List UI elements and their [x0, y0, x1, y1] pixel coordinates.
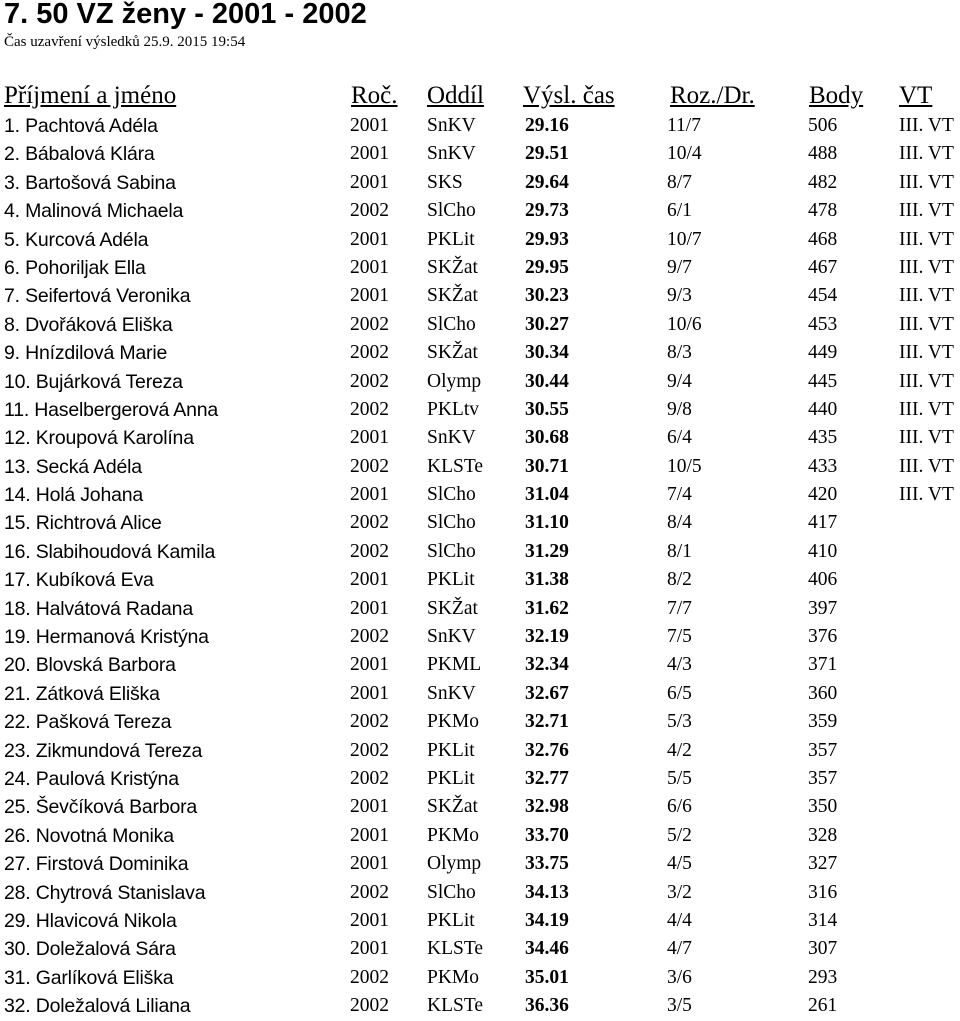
heat-lane: 8/7: [667, 171, 692, 193]
club-name: SlCho: [427, 512, 476, 534]
points: 433: [808, 455, 838, 477]
performance-class: III. VT: [899, 427, 954, 449]
club-name: PKLit: [427, 228, 475, 250]
club-name: SKŽat: [427, 342, 478, 364]
club-name: PKLit: [427, 767, 475, 789]
table-row: [0, 680, 960, 708]
result-time: 31.29: [525, 540, 569, 562]
club-name: SKŽat: [427, 256, 478, 278]
heat-lane: 5/3: [667, 711, 692, 733]
points: 328: [808, 824, 838, 846]
points: 261: [808, 995, 838, 1017]
table-row: [0, 595, 960, 623]
points: 410: [808, 540, 838, 562]
birth-year: 2002: [350, 455, 389, 477]
heat-lane: 4/2: [667, 739, 692, 761]
table-row: [0, 396, 960, 424]
result-time: 30.71: [525, 455, 569, 477]
birth-year: 2001: [350, 285, 389, 307]
club-name: PKMo: [427, 966, 480, 988]
athlete-name: 25. Ševčíková Barbora: [4, 796, 198, 819]
heat-lane: 7/4: [667, 484, 692, 506]
heat-lane: 9/7: [667, 256, 692, 278]
athlete-name: 22. Pašková Tereza: [4, 711, 172, 734]
column-header-vt: VT: [899, 82, 933, 109]
result-time: 29.16: [525, 115, 569, 136]
heat-lane: 5/5: [667, 767, 692, 789]
result-time: 34.46: [525, 938, 569, 960]
result-time: 31.62: [525, 597, 569, 619]
birth-year: 2001: [350, 796, 389, 818]
points: 435: [808, 427, 838, 449]
club-name: Olymp: [427, 853, 482, 875]
result-time: 31.04: [525, 484, 569, 506]
athlete-name: 21. Zátková Eliška: [4, 682, 160, 705]
points: 327: [808, 853, 838, 875]
heat-lane: 5/2: [667, 824, 692, 846]
heat-lane: 4/4: [667, 909, 692, 931]
column-header-points: Body: [809, 82, 864, 109]
club-name: SKŽat: [427, 796, 478, 818]
birth-year: 2001: [350, 682, 389, 704]
table-row: [0, 509, 960, 537]
result-time: 32.77: [525, 767, 569, 789]
points: 468: [808, 228, 838, 250]
points: 417: [808, 512, 838, 534]
result-time: 30.44: [525, 370, 569, 392]
table-row: [0, 822, 960, 850]
athlete-name: 28. Chytrová Stanislava: [4, 881, 206, 904]
athlete-name: 30. Doležalová Sára: [4, 938, 176, 961]
heat-lane: 9/8: [667, 398, 692, 420]
points: 488: [808, 143, 838, 165]
points: 454: [808, 285, 838, 307]
points: 406: [808, 569, 838, 591]
club-name: SlCho: [427, 540, 476, 562]
athlete-name: 32. Doležalová Liliana: [4, 995, 191, 1018]
heat-lane: 7/7: [667, 597, 692, 619]
birth-year: 2002: [350, 512, 389, 534]
athlete-name: 8. Dvořáková Eliška: [4, 313, 173, 336]
heat-lane: 8/1: [667, 540, 692, 562]
club-name: SnKV: [427, 427, 476, 449]
table-header: [0, 80, 960, 112]
column-header-name: Příjmení a jméno: [4, 82, 177, 109]
table-row: [0, 935, 960, 963]
club-name: PKML: [427, 654, 482, 676]
result-time: 32.76: [525, 739, 569, 761]
result-time: 29.51: [525, 143, 569, 165]
table-row: [0, 737, 960, 765]
athlete-name: 19. Hermanová Kristýna: [4, 626, 209, 649]
table-row: [0, 226, 960, 254]
table-row: [0, 424, 960, 452]
table-row: [0, 197, 960, 225]
table-row: [0, 793, 960, 821]
result-time: 32.19: [525, 626, 569, 648]
athlete-name: 16. Slabihoudová Kamila: [4, 540, 216, 563]
birth-year: 2002: [350, 370, 389, 392]
heat-lane: 8/3: [667, 342, 692, 364]
club-name: KLSTe: [427, 995, 484, 1017]
table-row: [0, 112, 960, 140]
heat-lane: 4/3: [667, 654, 692, 676]
birth-year: 2002: [350, 881, 389, 903]
points: 314: [808, 909, 838, 931]
table-row: [0, 964, 960, 992]
table-row: [0, 992, 960, 1020]
points: 440: [808, 398, 838, 420]
performance-class: III. VT: [899, 313, 954, 335]
result-time: 32.34: [525, 654, 569, 676]
birth-year: 2002: [350, 342, 389, 364]
club-name: SlCho: [427, 484, 476, 506]
athlete-name: 1. Pachtová Adéla: [4, 115, 158, 137]
athlete-name: 6. Pohoriljak Ella: [4, 256, 146, 279]
athlete-name: 20. Blovská Barbora: [4, 654, 176, 677]
table-row: [0, 651, 960, 679]
athlete-name: 9. Hnízdilová Marie: [4, 342, 168, 365]
heat-lane: 10/7: [667, 228, 702, 250]
club-name: SnKV: [427, 143, 476, 165]
points: 316: [808, 881, 838, 903]
birth-year: 2001: [350, 569, 389, 591]
points: 360: [808, 682, 838, 704]
birth-year: 2002: [350, 711, 389, 733]
performance-class: III. VT: [899, 200, 954, 222]
points: 420: [808, 484, 838, 506]
performance-class: III. VT: [899, 115, 954, 136]
page-title: 7. 50 VZ ženy - 2001 - 2002: [4, 0, 367, 30]
club-name: PKLtv: [427, 398, 480, 420]
performance-class: III. VT: [899, 342, 954, 364]
result-time: 30.27: [525, 313, 569, 335]
points: 453: [808, 313, 838, 335]
heat-lane: 10/6: [667, 313, 702, 335]
club-name: SlCho: [427, 881, 476, 903]
birth-year: 2001: [350, 115, 389, 136]
birth-year: 2001: [350, 143, 389, 165]
points: 376: [808, 626, 838, 648]
points: 357: [808, 739, 838, 761]
result-time: 29.73: [525, 200, 569, 222]
points: 397: [808, 597, 838, 619]
heat-lane: 6/5: [667, 682, 692, 704]
club-name: KLSTe: [427, 938, 484, 960]
column-header-year: Roč.: [351, 82, 398, 109]
result-time: 32.67: [525, 682, 569, 704]
table-row: [0, 254, 960, 282]
result-time: 34.13: [525, 881, 569, 903]
athlete-name: 18. Halvátová Radana: [4, 597, 193, 620]
birth-year: 2001: [350, 938, 389, 960]
heat-lane: 10/4: [667, 143, 702, 165]
performance-class: III. VT: [899, 455, 954, 477]
birth-year: 2002: [350, 995, 389, 1017]
heat-lane: 4/5: [667, 853, 692, 875]
performance-class: III. VT: [899, 228, 954, 250]
athlete-name: 2. Bábalová Klára: [4, 143, 155, 166]
club-name: SnKV: [427, 626, 476, 648]
athlete-name: 3. Bartošová Sabina: [4, 171, 176, 194]
performance-class: III. VT: [899, 256, 954, 278]
table-row: [0, 623, 960, 651]
birth-year: 2001: [350, 909, 389, 931]
birth-year: 2002: [350, 739, 389, 761]
result-time: 30.68: [525, 427, 569, 449]
points: 359: [808, 711, 838, 733]
club-name: PKLit: [427, 909, 475, 931]
heat-lane: 3/2: [667, 881, 692, 903]
club-name: SnKV: [427, 682, 476, 704]
table-row: [0, 368, 960, 396]
club-name: PKMo: [427, 711, 480, 733]
club-name: KLSTe: [427, 455, 484, 477]
heat-lane: 9/4: [667, 370, 692, 392]
column-header-club: Oddíl: [427, 82, 484, 109]
athlete-name: 13. Secká Adéla: [4, 455, 142, 478]
points: 357: [808, 767, 838, 789]
athlete-name: 17. Kubíková Eva: [4, 569, 154, 592]
table-row: [0, 879, 960, 907]
athlete-name: 23. Zikmundová Tereza: [4, 739, 203, 762]
points: 293: [808, 966, 838, 988]
heat-lane: 10/5: [667, 455, 702, 477]
birth-year: 2002: [350, 200, 389, 222]
result-time: 34.19: [525, 909, 569, 931]
athlete-name: 27. Firstová Dominika: [4, 853, 189, 876]
athlete-name: 5. Kurcová Adéla: [4, 228, 149, 251]
result-time: 30.23: [525, 285, 569, 307]
result-time: 31.38: [525, 569, 569, 591]
birth-year: 2001: [350, 824, 389, 846]
athlete-name: 12. Kroupová Karolína: [4, 427, 194, 450]
athlete-name: 4. Malinová Michaela: [4, 200, 184, 223]
result-time: 36.36: [525, 995, 569, 1017]
club-name: Olymp: [427, 370, 482, 392]
performance-class: III. VT: [899, 285, 954, 307]
result-time: 35.01: [525, 966, 569, 988]
table-row: [0, 140, 960, 168]
result-time: 32.71: [525, 711, 569, 733]
table-row: [0, 311, 960, 339]
table-row: [0, 282, 960, 310]
result-time: 29.93: [525, 228, 569, 250]
birth-year: 2002: [350, 966, 389, 988]
athlete-name: 11. Haselbergerová Anna: [4, 398, 219, 421]
birth-year: 2001: [350, 256, 389, 278]
result-time: 33.70: [525, 824, 569, 846]
club-name: PKMo: [427, 824, 480, 846]
result-time: 31.10: [525, 512, 569, 534]
heat-lane: 3/5: [667, 995, 692, 1017]
performance-class: III. VT: [899, 171, 954, 193]
heat-lane: 8/2: [667, 569, 692, 591]
heat-lane: 3/6: [667, 966, 692, 988]
heat-lane: 7/5: [667, 626, 692, 648]
table-row: [0, 453, 960, 481]
birth-year: 2001: [350, 171, 389, 193]
result-time: 29.64: [525, 171, 569, 193]
column-header-rank: Roz./Dr.: [670, 82, 755, 109]
club-name: SnKV: [427, 115, 476, 136]
birth-year: 2002: [350, 767, 389, 789]
table-row: [0, 708, 960, 736]
birth-year: 2001: [350, 484, 389, 506]
athlete-name: 24. Paulová Kristýna: [4, 767, 179, 790]
result-time: 32.98: [525, 796, 569, 818]
table-row: [0, 850, 960, 878]
table-row: [0, 481, 960, 509]
points: 467: [808, 256, 838, 278]
club-name: SlCho: [427, 313, 476, 335]
heat-lane: 9/3: [667, 285, 692, 307]
club-name: SlCho: [427, 200, 476, 222]
heat-lane: 6/1: [667, 200, 692, 222]
athlete-name: 15. Richtrová Alice: [4, 512, 162, 535]
points: 350: [808, 796, 838, 818]
birth-year: 2001: [350, 228, 389, 250]
table-row: [0, 566, 960, 594]
heat-lane: 6/6: [667, 796, 692, 818]
result-time: 30.34: [525, 342, 569, 364]
athlete-name: 31. Garlíková Eliška: [4, 966, 174, 989]
athlete-name: 26. Novotná Monika: [4, 824, 174, 847]
performance-class: III. VT: [899, 143, 954, 165]
table-row: [0, 169, 960, 197]
birth-year: 2002: [350, 540, 389, 562]
birth-year: 2002: [350, 313, 389, 335]
points: 478: [808, 200, 838, 222]
athlete-name: 7. Seifertová Veronika: [4, 285, 191, 308]
athlete-name: 14. Holá Johana: [4, 484, 144, 507]
birth-year: 2001: [350, 853, 389, 875]
performance-class: III. VT: [899, 484, 954, 506]
points: 449: [808, 342, 838, 364]
heat-lane: 11/7: [667, 115, 701, 136]
birth-year: 2002: [350, 626, 389, 648]
column-header-time: Výsl. čas: [523, 82, 615, 109]
birth-year: 2001: [350, 597, 389, 619]
performance-class: III. VT: [899, 370, 954, 392]
table-row: [0, 765, 960, 793]
table-row: [0, 907, 960, 935]
club-name: SKŽat: [427, 285, 478, 307]
heat-lane: 6/4: [667, 427, 692, 449]
points: 371: [808, 654, 838, 676]
results-closing-time: Čas uzavření výsledků 25.9. 2015 19:54: [4, 34, 246, 50]
points: 445: [808, 370, 838, 392]
performance-class: III. VT: [899, 398, 954, 420]
club-name: PKLit: [427, 739, 475, 761]
result-time: 30.55: [525, 398, 569, 420]
birth-year: 2001: [350, 427, 389, 449]
points: 482: [808, 171, 838, 193]
club-name: SKŽat: [427, 597, 478, 619]
heat-lane: 4/7: [667, 938, 692, 960]
heat-lane: 8/4: [667, 512, 692, 534]
club-name: SKS: [427, 171, 463, 193]
results-table: [0, 112, 960, 1021]
points: 307: [808, 938, 838, 960]
athlete-name: 29. Hlavicová Nikola: [4, 909, 177, 932]
athlete-name: 10. Bujárková Tereza: [4, 370, 183, 393]
table-row: [0, 339, 960, 367]
result-time: 33.75: [525, 853, 569, 875]
birth-year: 2001: [350, 654, 389, 676]
table-row: [0, 538, 960, 566]
club-name: PKLit: [427, 569, 475, 591]
result-time: 29.95: [525, 256, 569, 278]
points: 506: [808, 115, 838, 136]
birth-year: 2002: [350, 398, 389, 420]
